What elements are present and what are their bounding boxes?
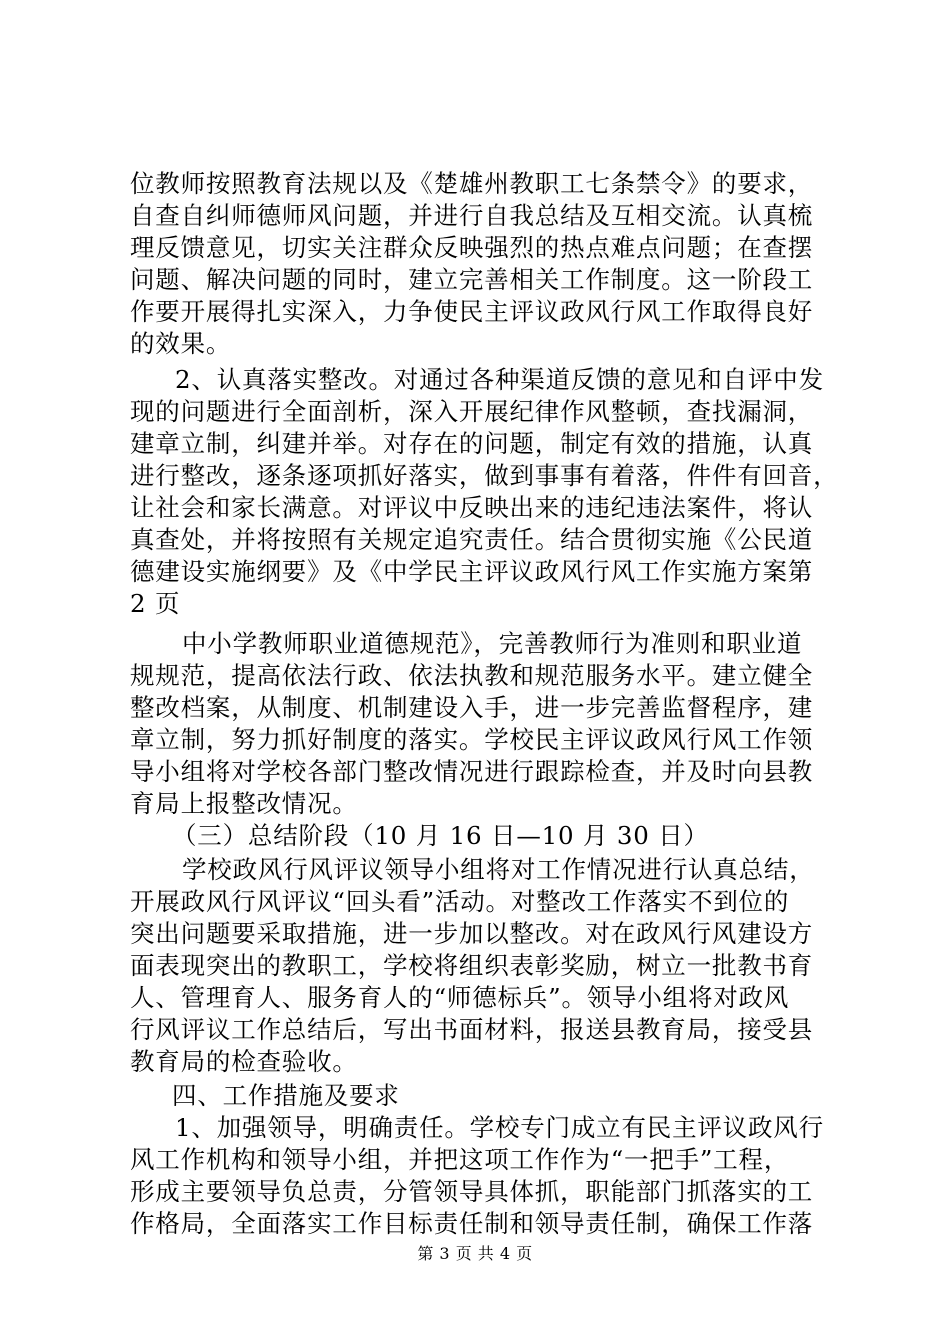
text-line: 育局上报整改情况。 (130, 789, 358, 818)
text-line: 整改档案，从制度、机制建设入手，进一步完善监督程序，建 (130, 693, 814, 722)
text-line: 现的问题进行全面剖析，深入开展纪律作风整顿，查找漏洞， (130, 397, 814, 426)
text-line: 建章立制，纠建并举。对存在的问题，制定有效的措施，认真 (130, 429, 814, 458)
text-line: 2、认真落实整改。对通过各种渠道反馈的意见和自评中发 (175, 365, 824, 394)
text-line: 导小组将对学校各部门整改情况进行跟踪检查，并及时向县教 (130, 757, 814, 786)
page-footer: 第 3 页 共 4 页 (417, 1244, 533, 1263)
text-line: 行风评议工作总结后，写出书面材料，报送县教育局，接受县 (130, 1015, 814, 1044)
text-line: 作格局，全面落实工作目标责任制和领导责任制，确保工作落 (130, 1209, 814, 1238)
text-line: 理反馈意见，切实关注群众反映强烈的热点难点问题；在查摆 (130, 233, 814, 262)
text-line: 开展政风行风评议“回头看”活动。对整改工作落实不到位的 (130, 887, 790, 916)
text-line: 中小学教师职业道德规范》，完善教师行为准则和职业道 (182, 629, 803, 658)
text-line: 形成主要领导负总责，分管领导具体抓，职能部门抓落实的工 (130, 1177, 814, 1206)
text-line: 人、管理育人、服务育人的“师德标兵”。领导小组将对政风 (130, 983, 790, 1012)
text-line: 规规范，提高依法行政、依法执教和规范服务水平。建立健全 (130, 661, 814, 690)
text-line: 德建设实施纲要》及《中学民主评议政风行风工作实施方案第 (130, 557, 814, 586)
text-line: 位教师按照教育法规以及《楚雄州教职工七条禁令》的要求， (130, 169, 814, 198)
text-line: 突出问题要采取措施，进一步加以整改。对在政风行风建设方 (130, 919, 814, 948)
text-line: 作要开展得扎实深入，力争使民主评议政风行风工作取得良好 (130, 297, 814, 326)
text-line: （三）总结阶段（10 月 16 日—10 月 30 日） (172, 821, 709, 850)
text-line: 教育局的检查验收。 (130, 1047, 358, 1076)
text-line: 让社会和家长满意。对评议中反映出来的违纪违法案件，将认 (130, 493, 814, 522)
text-line: 学校政风行风评议领导小组将对工作情况进行认真总结， (182, 855, 815, 884)
text-line: 章立制，努力抓好制度的落实。学校民主评议政风行风工作领 (130, 725, 814, 754)
text-line: 2 页 (130, 589, 181, 618)
text-line: 自查自纠师德师风问题，并进行自我总结及互相交流。认真梳 (130, 201, 814, 230)
text-line: 进行整改，逐条逐项抓好落实，做到事事有着落，件件有回音， (130, 461, 839, 490)
text-line: 四、工作措施及要求 (172, 1081, 400, 1110)
text-line: 的效果。 (130, 329, 232, 358)
text-line: 问题、解决问题的同时，建立完善相关工作制度。这一阶段工 (130, 265, 814, 294)
text-line: 面表现突出的教职工，学校将组织表彰奖励，树立一批教书育 (130, 951, 814, 980)
text-line: 1、加强领导，明确责任。学校专门成立有民主评议政风行 (175, 1113, 824, 1142)
text-line: 真查处，并将按照有关规定追究责任。结合贯彻实施《公民道 (130, 525, 814, 554)
text-line: 风工作机构和领导小组，并把这项工作作为“一把手”工程， (130, 1145, 790, 1174)
